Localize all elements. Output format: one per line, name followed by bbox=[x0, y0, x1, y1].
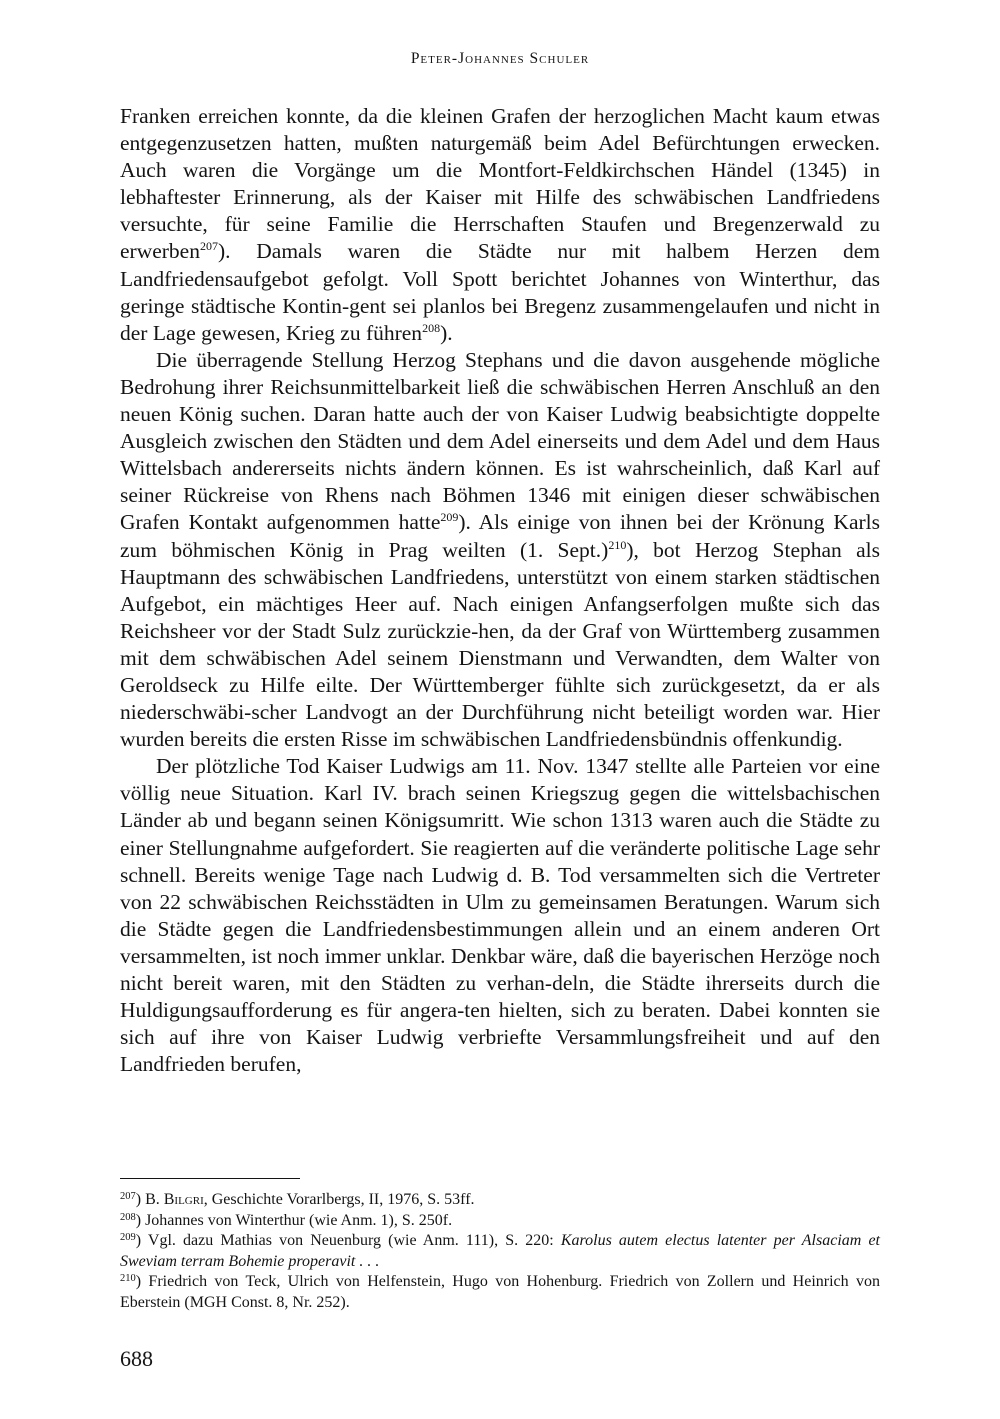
paragraph-1-text-b: ). Damals waren die Städte nur mit halbem Herzen dem Landfriedensaufgebot gefolgt. Voll Spott berichtet Johannes von Winterthur, das geringe städtische Kontin-gent sei planlos bei Bregenz zusammengelaufen und nicht in der Lage gewesen, Krieg zu führen bbox=[120, 239, 880, 345]
footnote-ref-208[interactable]: 208 bbox=[422, 320, 441, 335]
paragraph-1 bbox=[120, 103, 880, 347]
footnote-text: B. bbox=[145, 1191, 164, 1208]
footnotes bbox=[120, 1190, 880, 1313]
footnote-author: Bilgri bbox=[163, 1191, 204, 1208]
paragraph-1-text-a: Franken erreichen konnte, da die kleinen Grafen der herzoglichen Macht kaum etwas entgegenzusetzen hatten, mußten naturgemäß beim Adel Befürchtungen erwecken. Auch waren die Vorgänge um die Montfort-Feldkirchschen Händel (1345) in lebhaftester Erinnerung, als der Kaiser mit Hilfe des schwäbischen Landfriedens versuchte, für seine Familie die Herrschaften Staufen und Bregenzerwald zu erwerben bbox=[120, 104, 880, 264]
footnote-mark: 207 bbox=[120, 1191, 136, 1202]
footnote-text: Friedrich von Teck, Ulrich von Helfenstein, Hugo von Hohenburg. Friedrich von Zollern und Heinrich von Eberstein (MGH Const. 8, Nr. 252). bbox=[120, 1273, 881, 1311]
paragraph-3: Der plötzliche Tod Kaiser Ludwigs am 11. Nov. 1347 stellte alle Parteien vor eine völlig neue Situation. Karl IV. brach seinen Kriegszug gegen die wittelsbachischen Länder ab und begann seinen Königsumritt. Wie schon 1313 waren auch die Städte zu einer Stellungnahme aufgefordert. Sie reagierten auf die veränderte politische Lage sehr schnell. Bereits wenige Tage nach Ludwig d. B. Tod versammelten sich die Vertreter von 22 schwäbischen Reichsstädten in Ulm zu gemeinsamen Beratungen. Warum sich die Städte gegen die Landfriedensbestimmungen allein und an einem anderen Ort versammelten, ist noch immer unklar. Denkbar wäre, daß die bayerischen Herzöge noch nicht bereit waren, mit den Städten zu verhan-deln, die Städte ihrerseits durch die Huldigungsaufforderung es für angera-ten hielten, sich zu beraten. Dabei konnten sie sich auf ihre von Kaiser Ludwig verbriefte Versammlungsfreiheit und auf den Landfrieden berufen, bbox=[120, 754, 880, 1077]
footnote-mark: 209 bbox=[120, 1232, 136, 1243]
footnote-208: $^{208}$) Johannes von Winterthur (wie Anm. 1), S. 250f. bbox=[120, 1211, 453, 1229]
footnote-mark: 208 bbox=[120, 1211, 136, 1223]
footnote-text: Johannes von Winterthur (wie Anm. 1), S. 250f. bbox=[145, 1211, 453, 1229]
paragraph-2-text-a: Die überragende Stellung Herzog Stephans und die davon ausgehende mögliche Bedrohung ihrer Reichsunmittelbarkeit ließ die schwäbischen Herren Anschluß an den neuen König suchen. Daran hatte auch der von Kaiser Ludwig beabsichtigte doppelte Ausgleich zwischen den Städten und dem Adel einerseits und dem Adel und dem Haus Wittelsbach andererseits nichts ändern können. Es ist wahrscheinlich, daß Karl auf seiner Rückreise von Rhens nach Böhmen 1346 mit einigen dieser schwäbischen Grafen Kontakt aufgenommen hatte bbox=[120, 347, 880, 535]
footnote-ref-207[interactable]: 207 bbox=[199, 239, 218, 254]
footnote-ref-210[interactable]: 210 bbox=[608, 537, 627, 552]
page-number: 688 bbox=[120, 1346, 153, 1371]
footnote-text: , Geschichte Vorarlbergs, II, 1976, S. 53ff. bbox=[203, 1191, 475, 1208]
footnote-latin-quote: Karolus autem electus latenter per Alsaciam et Sweviam terram Bohemie properavit . . . bbox=[120, 1232, 880, 1270]
footnote-ref-209[interactable]: 209 bbox=[440, 510, 459, 525]
footnote-separator bbox=[120, 1178, 300, 1179]
paragraph-2-text-b: ). Als einige von ihnen bei der Krönung Karls zum böhmischen König in Prag weilten (1. Sept.) bbox=[120, 510, 880, 562]
footnote-209: $^{209}$) Vgl. dazu Mathias von Neuenburg (wie Anm. 111), S. 220: Karolus autem electus latenter per Alsaciam et Sweviam terram Bohemie properavit . . . bbox=[120, 1232, 880, 1270]
paragraph-2-text-c: ), bot Herzog Stephan als Hauptmann des schwäbischen Landfriedens, unterstützt von einem starken städtischen Aufgebot, ein mächtiges Heer auf. Nach einigen Anfangserfolgen mußte sich das Reichsheer vor der Stadt Sulz zurückzie-hen, da der Graf von Württemberg zusammen mit dem schwäbischen Adel seinem Dienstmann und Verwandten, dem Walter von Geroldseck zu Hilfe eilte. Der Württemberger fühlte sich zurückgesetzt, da er als niederschwäbi-scher Landvogt an der Durchführung nicht beteiligt worden war. Hier wurden bereits die ersten Risse im schwäbischen Landfriedensbündnis offenkundig. bbox=[120, 537, 880, 752]
paragraph-2 bbox=[120, 347, 880, 753]
running-header: Peter-Johannes Schuler bbox=[410, 50, 590, 67]
footnote-mark: 210 bbox=[120, 1273, 136, 1284]
main-text bbox=[120, 103, 880, 1078]
paragraph-1-text-c: ). bbox=[440, 320, 453, 345]
footnote-207: $^{207}$) B. Bilgri, Geschichte Vorarlbergs, II, 1976, S. 53ff. bbox=[120, 1191, 475, 1208]
footnote-210: $^{210}$) Friedrich von Teck, Ulrich von Helfenstein, Hugo von Hohenburg. Friedrich von Zollern und Heinrich von Eberstein (MGH Const. 8, Nr. 252). bbox=[120, 1273, 881, 1311]
footnote-text: Vgl. dazu Mathias von Neuenburg (wie Anm. 111), S. 220: bbox=[147, 1232, 561, 1249]
